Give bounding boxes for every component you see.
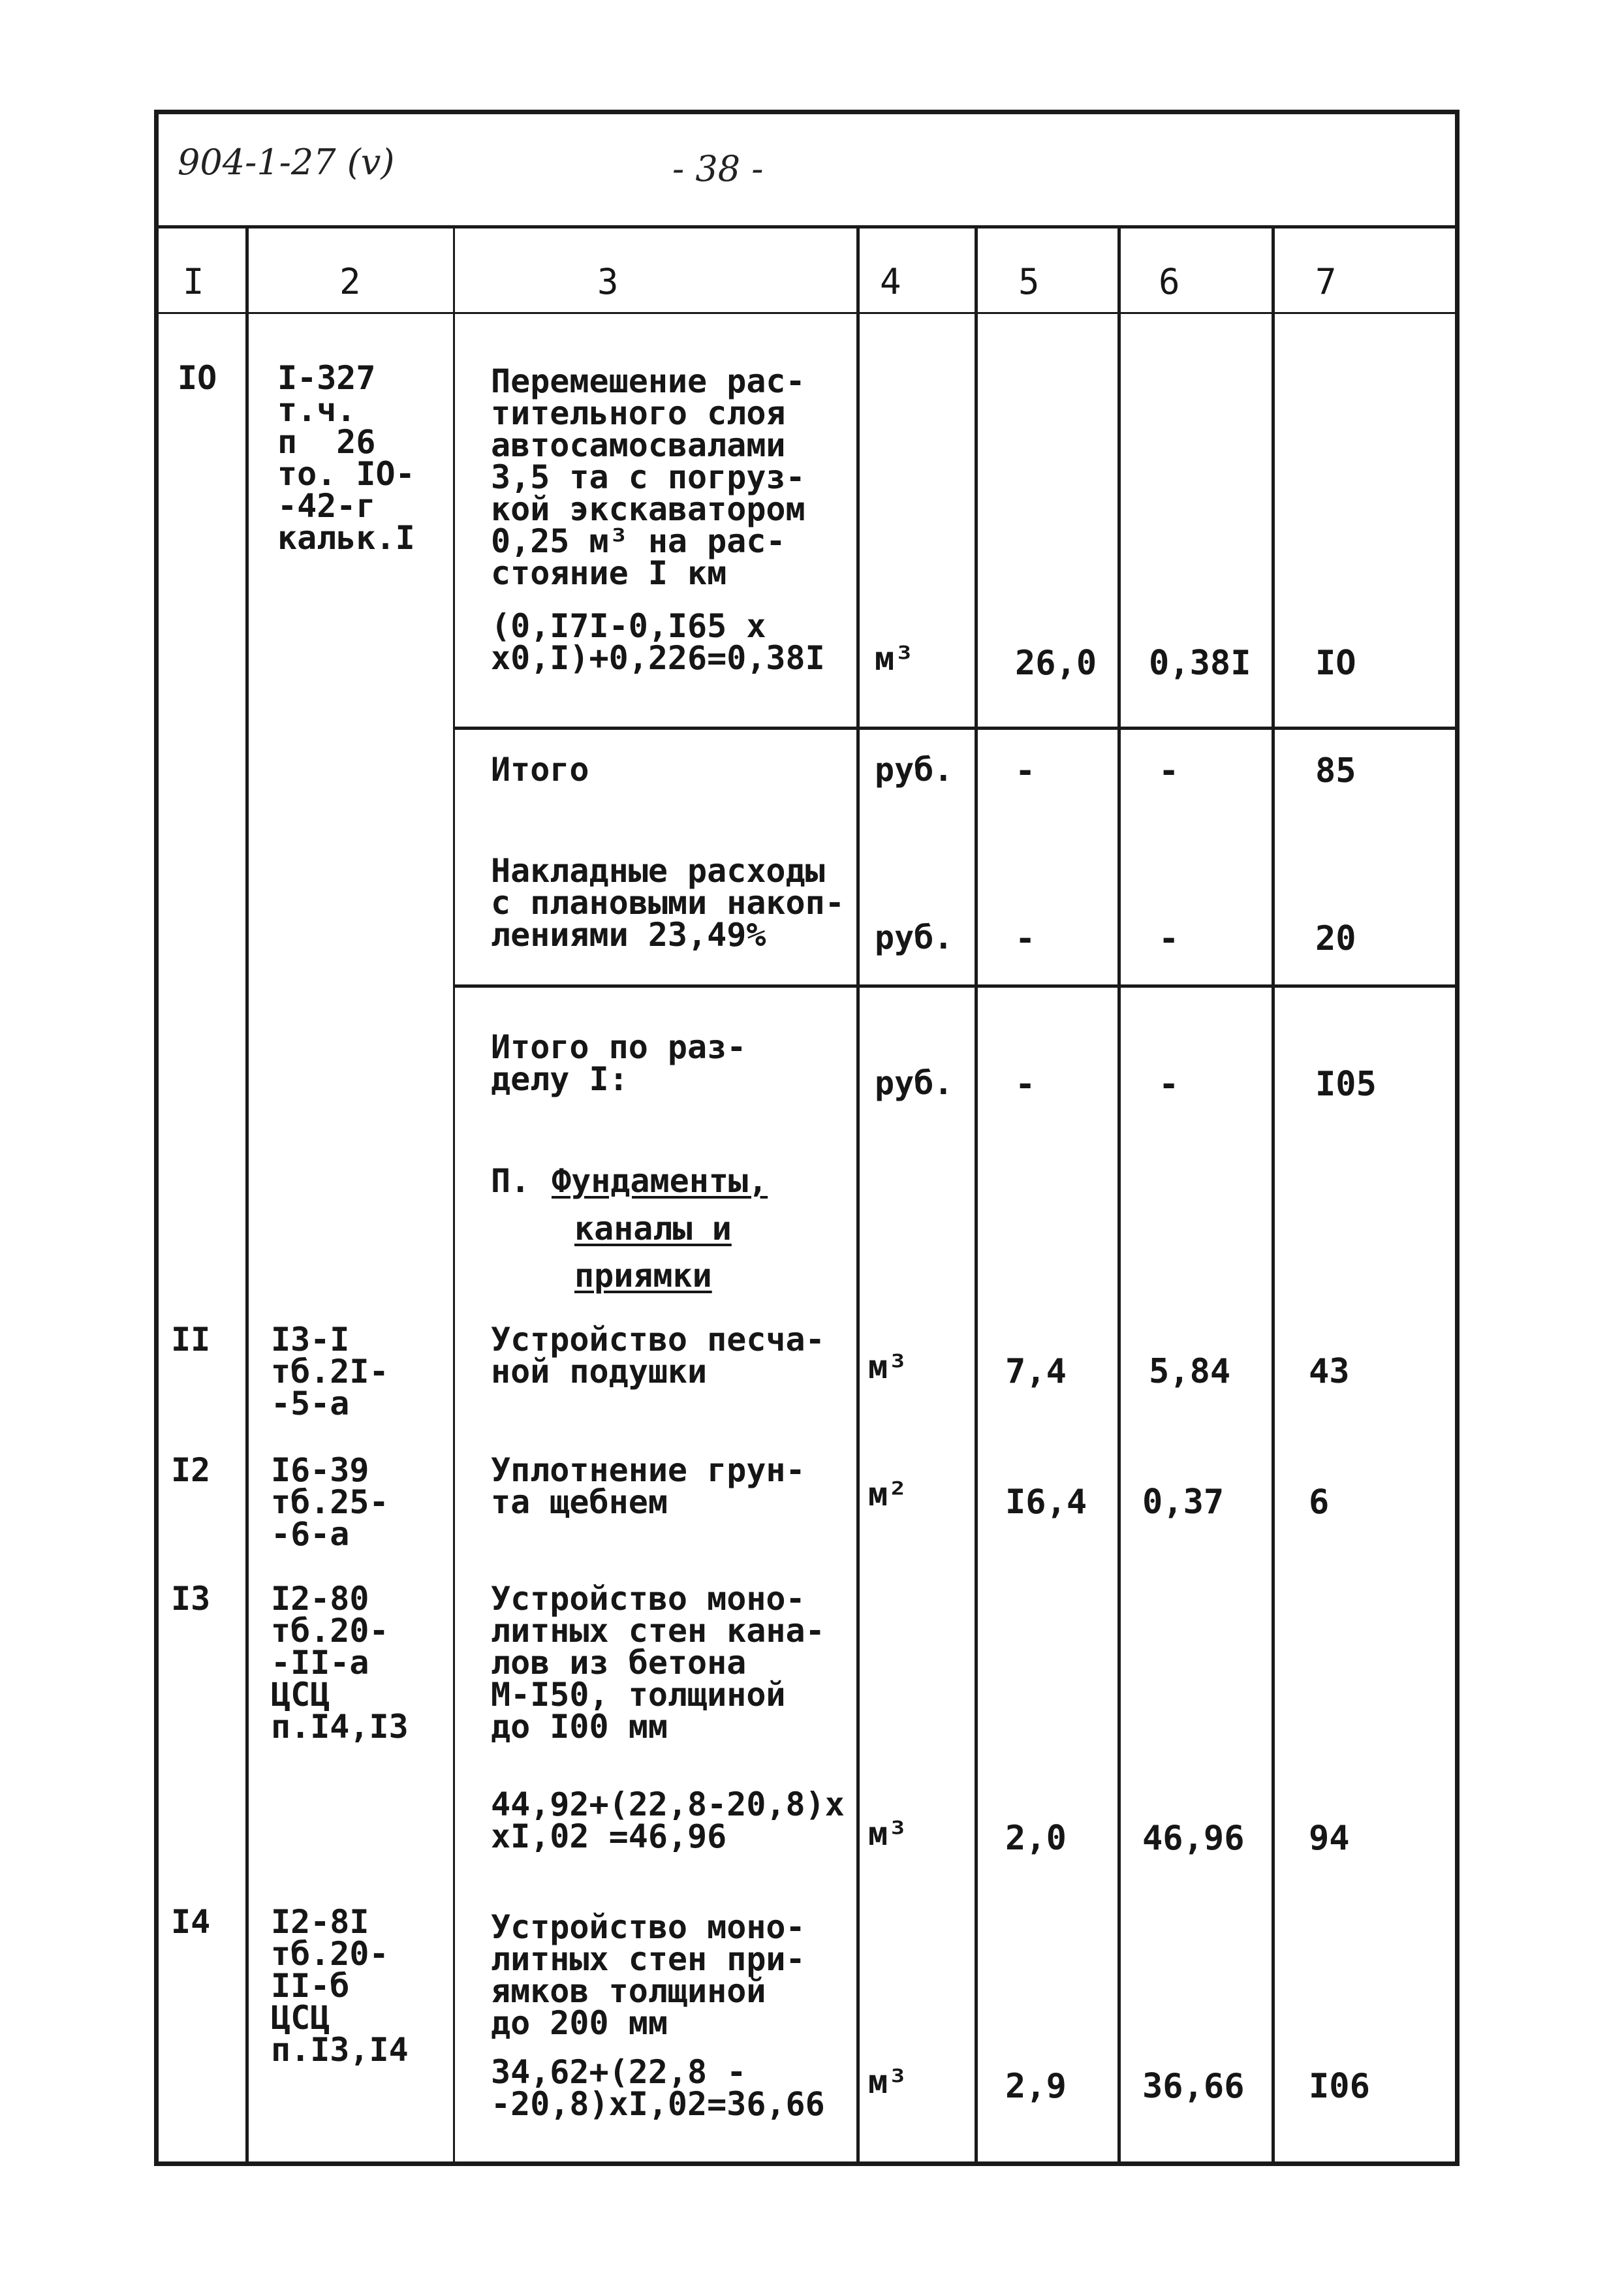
unit: руб.: [875, 919, 954, 956]
total-cost: 43: [1309, 1352, 1350, 1391]
row-number: I2: [171, 1451, 211, 1489]
row-divider-itogo: [453, 727, 1460, 730]
total-cost: 6: [1309, 1483, 1330, 1522]
section-title-line-2: каналы и: [574, 1210, 732, 1248]
row-number: II: [171, 1321, 211, 1359]
calculation: (0,I7I-0,I65 x x0,I)+0,226=0,38I: [491, 607, 825, 677]
unit: руб.: [875, 751, 954, 789]
unit: м³: [868, 2063, 908, 2101]
total-cost: IO: [1315, 644, 1356, 683]
quantity: -: [1015, 1065, 1036, 1104]
unit: м²: [868, 1475, 908, 1513]
page-number: - 38 -: [672, 148, 764, 189]
work-description: Устройство моно- литных стен кана- лов из бетона М-I50, толщиной до I00 мм: [491, 1580, 825, 1746]
norm-reference: I2-8I тб.20- II-б ЦСЦ п.I3,I4: [271, 1903, 409, 2069]
norm-reference: I2-80 тб.20- -II-а ЦСЦ п.I4,I3: [271, 1580, 409, 1746]
unit-price: -: [1159, 919, 1179, 958]
norm-reference: I3-I тб.2I- -5-а: [271, 1321, 389, 1422]
document-code: 904-1-27 (v): [178, 142, 395, 183]
col-divider-6: [1272, 225, 1275, 2166]
quantity: I6,4: [1005, 1483, 1087, 1522]
col-divider-3: [856, 225, 860, 2166]
work-description: Устройство песча- ной подушки: [491, 1321, 825, 1391]
unit-price: 36,66: [1142, 2067, 1245, 2106]
header-divider: [154, 225, 1460, 228]
calculation: 34,62+(22,8 - -20,8)xI,02=36,66: [491, 2053, 825, 2123]
total-cost: I06: [1309, 2067, 1370, 2106]
total-cost: 85: [1315, 751, 1356, 791]
quantity: -: [1015, 751, 1036, 791]
unit-price: -: [1159, 751, 1179, 791]
unit-price: -: [1159, 1065, 1179, 1104]
work-description: Итого по раз- делу I:: [491, 1028, 747, 1098]
calculation: 44,92+(22,8-20,8)x xI,02 =46,96: [491, 1785, 845, 1855]
column-header-2: 2: [339, 261, 361, 302]
column-header-6: 6: [1159, 261, 1180, 302]
col-divider-1: [245, 225, 249, 2166]
total-cost: 94: [1309, 1819, 1350, 1858]
work-description: Устройство моно- литных стен при- ямков толщиной до 200 мм: [491, 1908, 805, 2042]
unit-price: 0,37: [1142, 1483, 1225, 1522]
column-header-4: 4: [880, 261, 901, 302]
unit: м³: [875, 640, 914, 678]
quantity: 26,0: [1015, 644, 1097, 683]
total-cost: I05: [1315, 1065, 1377, 1104]
unit: руб.: [875, 1064, 954, 1102]
column-header-1: I: [183, 261, 204, 302]
work-description: Уплотнение грун- та щебнем: [491, 1451, 805, 1521]
work-description: Накладные расходы с плановыми накоп- лениями 23,49%: [491, 852, 845, 954]
section-prefix: П.: [491, 1162, 531, 1200]
quantity: 2,0: [1005, 1819, 1067, 1858]
norm-reference: I6-39 тб.25- -6-а: [271, 1451, 389, 1553]
work-description: Итого: [491, 751, 589, 789]
column-header-3: 3: [597, 261, 619, 302]
quantity: 2,9: [1005, 2067, 1067, 2106]
row-number: IO: [178, 359, 217, 397]
col-divider-5: [1117, 225, 1121, 2166]
col-divider-2: [453, 225, 455, 2166]
row-number: I3: [171, 1580, 211, 1618]
section-title-line-3: приямки: [574, 1257, 712, 1295]
work-description: Перемешение рас- тительного слоя автосамосвалами 3,5 та с погруз- кой экскаватором 0,25 м³ на рас- стояние I км: [491, 362, 805, 592]
unit-price: 0,38I: [1149, 644, 1251, 683]
column-header-divider: [154, 312, 1460, 314]
norm-reference: I-327 т.ч. п 26 то. IO- -42-г кальк.I: [277, 359, 415, 557]
col-divider-4: [975, 225, 978, 2166]
section-title-line-1: Фундаменты,: [552, 1162, 768, 1200]
column-header-7: 7: [1315, 261, 1337, 302]
row-divider-section: [453, 984, 1460, 988]
unit: м³: [868, 1815, 908, 1853]
row-number: I4: [171, 1903, 211, 1941]
unit-price: 5,84: [1149, 1352, 1231, 1391]
quantity: 7,4: [1005, 1352, 1067, 1391]
unit: м³: [868, 1348, 908, 1386]
unit-price: 46,96: [1142, 1819, 1245, 1858]
column-header-5: 5: [1018, 261, 1040, 302]
total-cost: 20: [1315, 919, 1356, 958]
quantity: -: [1015, 919, 1036, 958]
